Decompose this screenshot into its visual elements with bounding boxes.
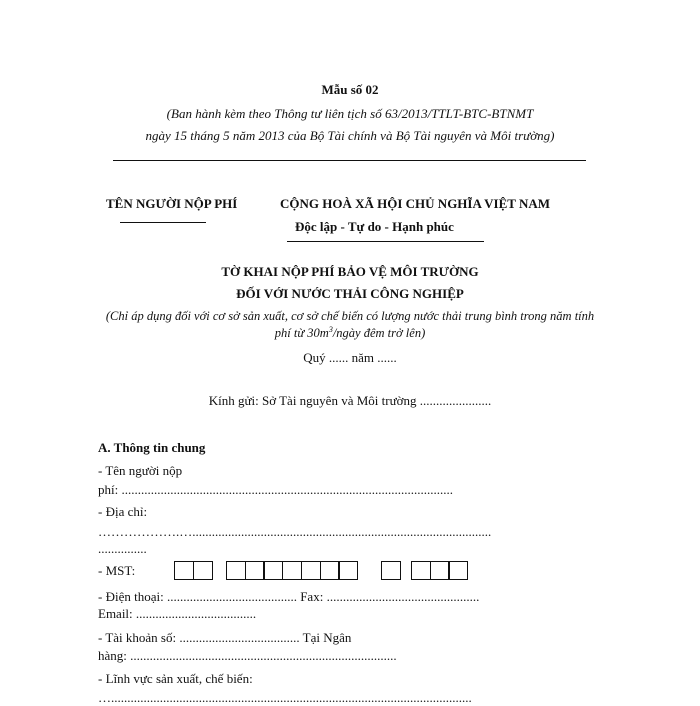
tax-code-label: - MST: [98, 563, 136, 578]
tax-code-group-4[interactable] [411, 561, 467, 581]
address-field[interactable]: ……………….…............................................................................................ [98, 524, 492, 539]
tax-code-digit-box[interactable] [320, 561, 340, 580]
nation-name: CỘNG HOÀ XÃ HỘI CHỦ NGHĨA VIỆT NAM [280, 196, 551, 211]
bank-account-field[interactable]: - Tài khoản số: ..................................... Tại Ngân [98, 630, 352, 645]
tax-code-group-1[interactable] [174, 561, 211, 581]
tax-code-digit-box[interactable] [338, 561, 358, 580]
tax-code-digit-box[interactable] [193, 561, 213, 580]
tax-code-digit-box[interactable] [411, 561, 431, 580]
tax-code-digit-box[interactable] [448, 561, 468, 580]
scope-note-line-2: phí từ $30m^3$/ngày đêm trở lên) [274, 325, 426, 341]
payer-name-field-label: - Tên người nộp [98, 463, 183, 478]
nation-motto: Độc lập - Tự do - Hạnh phúc [295, 219, 454, 234]
address-field-label: - Địa chỉ: [98, 504, 148, 519]
tax-code-digit-box[interactable] [381, 561, 401, 580]
business-field-label: - Lĩnh vực sản xuất, chế biến: [98, 671, 253, 686]
tax-code-group-2[interactable] [226, 561, 357, 581]
payer-name-field[interactable]: phí: ...................................................................................................... [98, 482, 453, 497]
form-title-line-1: TỜ KHAI NỘP PHÍ BẢO VỆ MÔI TRƯỜNG [221, 264, 479, 279]
business-field-input[interactable]: …............................................................................................................... [98, 690, 472, 705]
tax-code-digit-box[interactable] [245, 561, 265, 580]
header-divider [113, 160, 586, 161]
section-a-heading: A. Thông tin chung [98, 440, 206, 455]
address-field-continuation[interactable]: ............... [98, 541, 147, 556]
bank-name-field[interactable]: hàng: .................................................................................. [98, 648, 397, 663]
tax-code-group-3[interactable] [381, 561, 400, 581]
motto-underline [287, 241, 484, 242]
payer-name-underline [120, 222, 206, 223]
reporting-period: Quý ...... năm ...... [303, 350, 397, 365]
tax-code-digit-box[interactable] [263, 561, 283, 580]
issued-basis-line-2: ngày 15 tháng 5 năm 2013 của Bộ Tài chính và Bộ Tài nguyên và Môi trường) [145, 128, 555, 143]
scope-note-line-1: (Chỉ áp dụng đối với cơ sở sản xuất, cơ sở chế biến có lượng nước thải trung bình trong năm tính [105, 309, 595, 323]
tax-code-digit-box[interactable] [226, 561, 246, 580]
form-title-line-2: ĐỐI VỚI NƯỚC THẢI CÔNG NGHIỆP [236, 286, 464, 301]
tax-code-digit-box[interactable] [430, 561, 450, 580]
email-field[interactable]: Email: ..................................... [98, 606, 257, 621]
form-number: Mẫu số 02 [321, 82, 379, 97]
payer-name-label: TÊN NGƯỜI NỘP PHÍ [106, 196, 238, 211]
tax-code-digit-box[interactable] [174, 561, 194, 580]
phone-fax-field[interactable]: - Điện thoại: ........................................ Fax: ............................................... [98, 589, 480, 604]
tax-code-digit-box[interactable] [282, 561, 302, 580]
recipient-line: Kính gửi: Sở Tài nguyên và Môi trường ...................... [208, 393, 492, 408]
tax-code-digit-box[interactable] [301, 561, 321, 580]
issued-basis-line-1: (Ban hành kèm theo Thông tư liên tịch số 63/2013/TTLT-BTC-BTNMT [166, 106, 534, 121]
